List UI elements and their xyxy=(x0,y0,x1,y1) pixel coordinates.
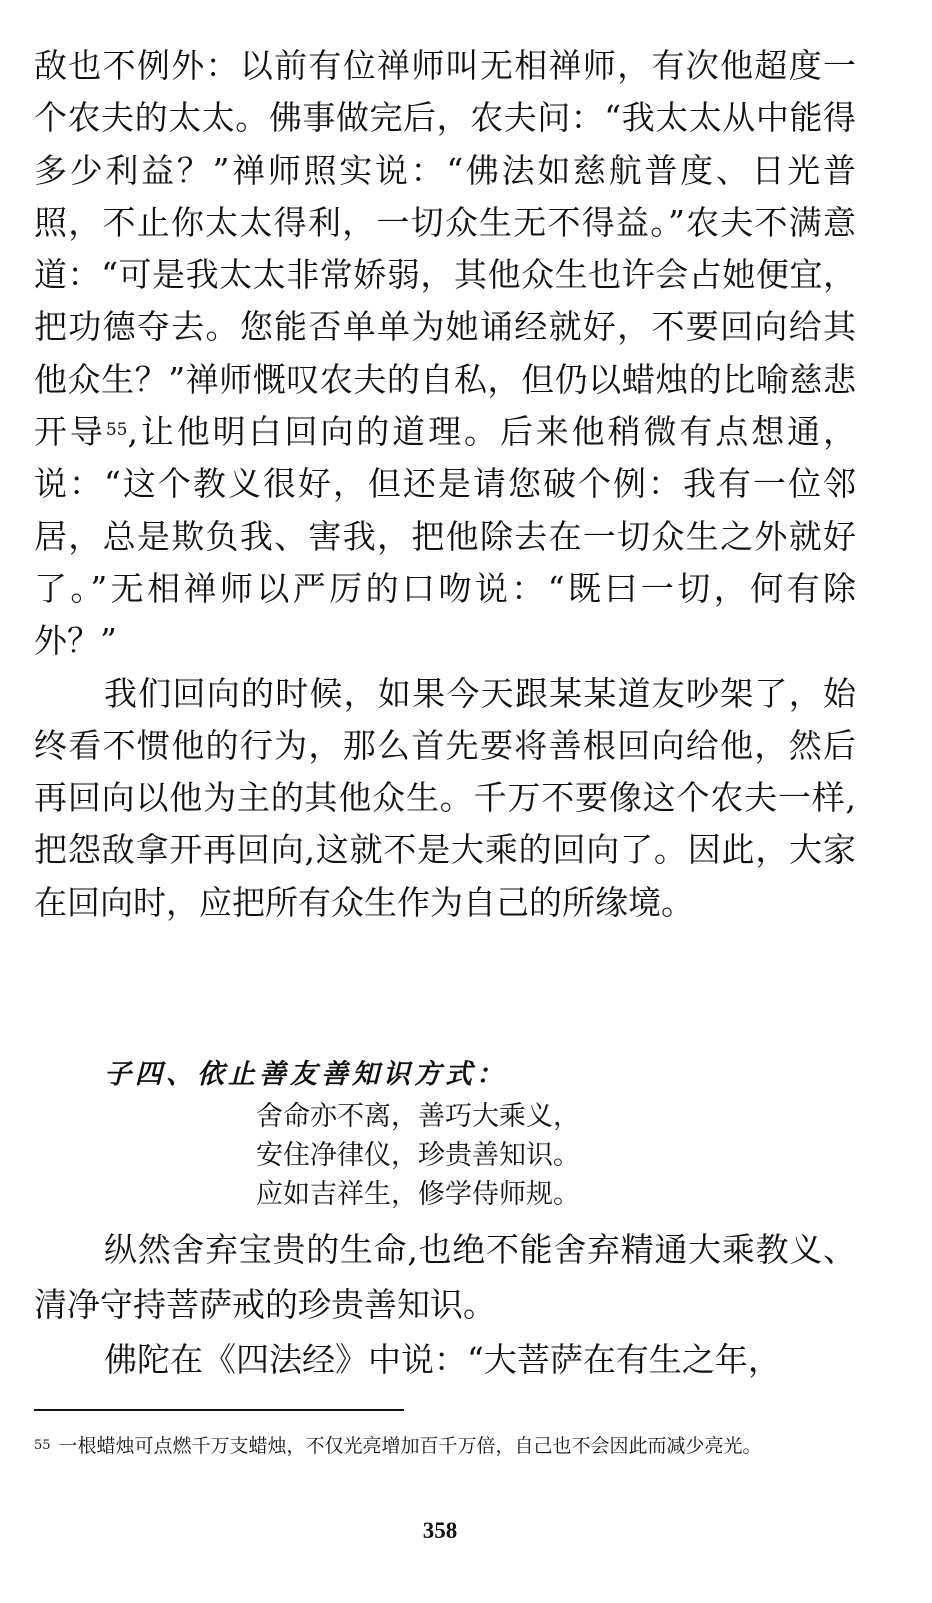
paragraph-commentary: 纵然舍弃宝贵的生命,也绝不能舍弃精通大乘教义、清净守持菩萨戒的珍贵善知识。 xyxy=(34,1230,856,1324)
verse-line: 安住净律仪，珍贵善知识。 xyxy=(256,1140,580,1171)
main-text-block xyxy=(34,40,856,929)
footnote xyxy=(34,1432,856,1460)
paragraph-text-continued: ,让他明白回向的道理。后来他稍微有点想通，说：“这个教义很好，但还是请您破个例：我有一位邻居，总是欺负我、害我，把他除去在一切众生之外就好了。”无相禅师以严厉的口吻说：“既曰一切，何有除外？” xyxy=(34,412,856,661)
footnote-divider xyxy=(34,1409,404,1411)
page-number: 358 xyxy=(422,1518,458,1543)
footnote-reference[interactable]: 55 xyxy=(105,420,128,441)
verse-line: 舍命亦不离，善巧大乘义， xyxy=(256,1101,580,1132)
section-heading: 子四、依止善友善知识方式： xyxy=(104,1059,507,1090)
paragraph-text: 敌也不例外：以前有位禅师叫无相禅师，有次他超度一个农夫的太太。佛事做完后，农夫问：“我太太从中能得多少利益？”禅师照实说：“佛法如慈航普度、日光普照，不止你太太得利，一切众生无不得益。”农夫不满意道：“可是我太太非常娇弱，其他众生也许会占她便宜，把功德夺去。您能否单单为她诵经就好，不要回向给其他众生？”禅师慨叹农夫的自私，但仍以蜡烛的比喻慈悲开导 xyxy=(34,46,856,452)
paragraph-dedication: 我们回向的时候，如果今天跟某某道友吵架了，始终看不惯他的行为，那么首先要将善根回向给他，然后再回向以他为主的其他众生。千万不要像这个农夫一样,把怨敌拿开再回向,这就不是大乘的回向了。因此，大家在回向时，应把所有众生作为自己的所缘境。 xyxy=(34,673,856,922)
main-text-block-2 xyxy=(34,1222,856,1387)
verse-block xyxy=(256,1097,580,1214)
footnote-text: 一根蜡烛可点燃千万支蜡烛，不仅光亮增加百千万倍，自己也不会因此而减少亮光。 xyxy=(58,1435,762,1457)
footnote-number: 55 xyxy=(34,1438,51,1453)
verse-line: 应如吉祥生，修学侍师规。 xyxy=(256,1179,580,1210)
paragraph-story xyxy=(34,40,856,668)
paragraph-quote: 佛陀在《四法经》中说：“大菩萨在有生之年， xyxy=(104,1340,781,1379)
